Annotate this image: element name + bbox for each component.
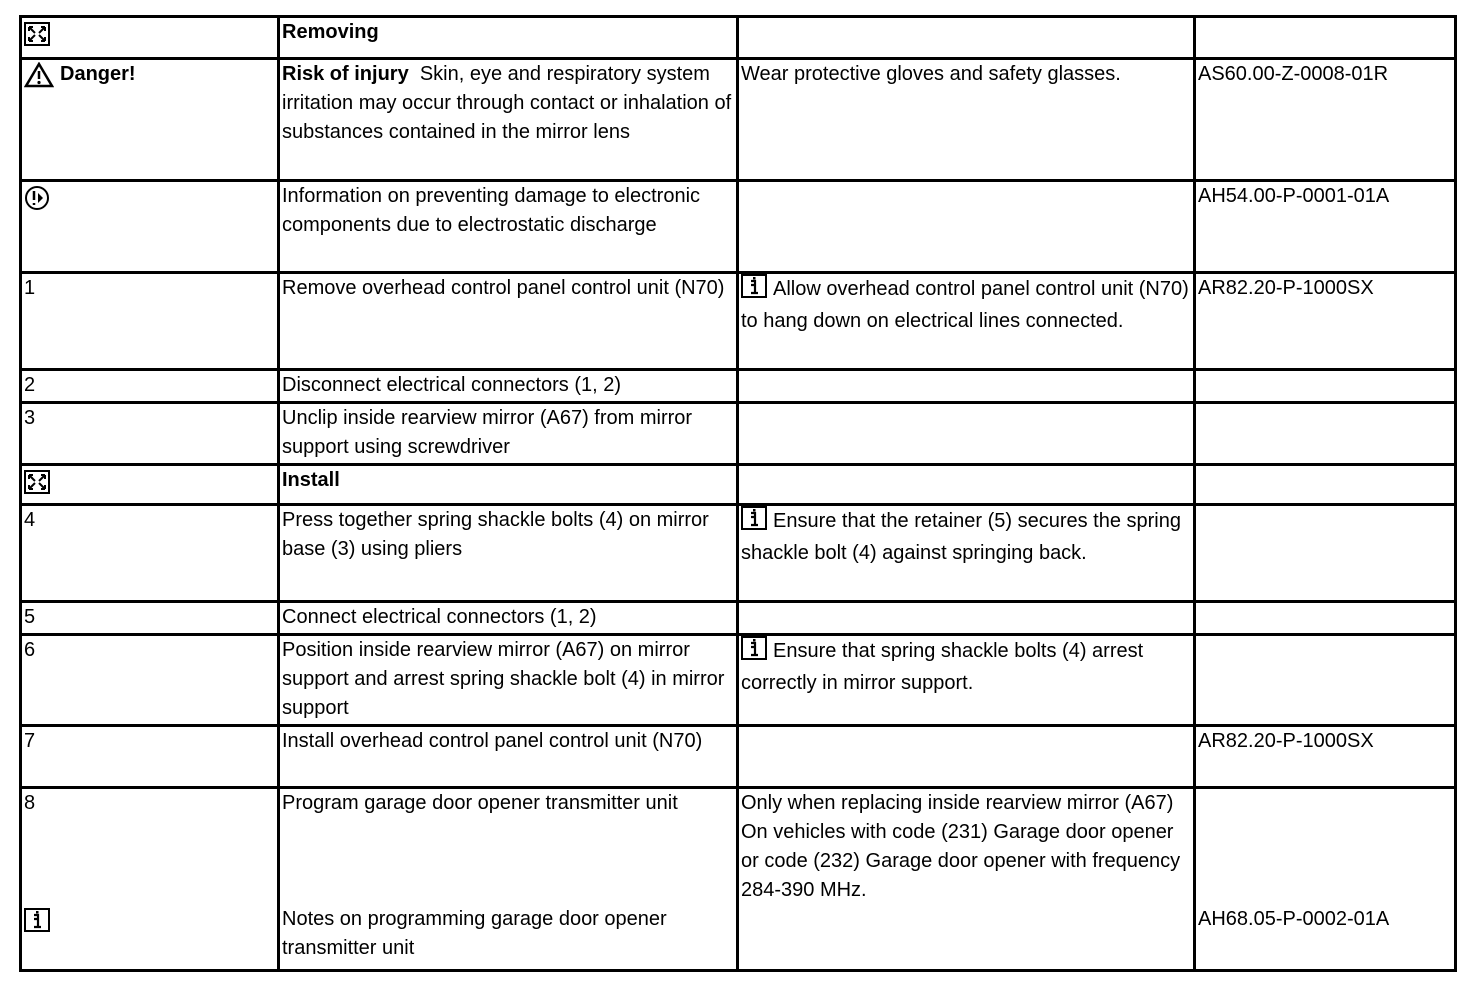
reference-link[interactable]: AH54.00-P-0001-01A xyxy=(1195,181,1456,273)
table-row xyxy=(21,273,1456,370)
step-number: 7 xyxy=(21,726,279,788)
risk-lead: Risk of injury xyxy=(282,63,409,85)
action-cell xyxy=(279,59,738,181)
info-icon xyxy=(24,908,50,932)
expand-arrows-icon xyxy=(24,22,50,46)
reference-cell xyxy=(1195,403,1456,465)
action-cell: Press together spring shackle bolts (4) on mirror base (3) using pliers xyxy=(279,505,738,602)
note-cell xyxy=(738,505,1195,602)
step-cell xyxy=(21,17,279,59)
step-number: 3 xyxy=(21,403,279,465)
action-cell: Unclip inside rearview mirror (A67) from mirror support using screwdriver xyxy=(279,403,738,465)
reference-cell xyxy=(1195,505,1456,602)
procedure-table xyxy=(19,15,1457,972)
reference-cell xyxy=(1195,17,1456,59)
table-row xyxy=(21,370,1456,403)
note-cell xyxy=(738,465,1195,505)
info-icon xyxy=(741,636,767,669)
table-row xyxy=(21,181,1456,273)
note-cell: Only when replacing inside rearview mirror (A67) On vehicles with code (231) Garage door opener or code (232) Garage door opener with frequency 284-390 MHz. xyxy=(738,788,1195,971)
note-cell xyxy=(738,635,1195,726)
table-row xyxy=(21,59,1456,181)
note-cell: Wear protective gloves and safety glasses. xyxy=(738,59,1195,181)
reference-cell xyxy=(1195,465,1456,505)
section-heading: Removing xyxy=(279,17,738,59)
table-row xyxy=(21,726,1456,788)
table-row xyxy=(21,635,1456,726)
note-text: Ensure that spring shackle bolts (4) arrest correctly in mirror support. xyxy=(741,640,1144,694)
note-cell xyxy=(738,370,1195,403)
note-cell xyxy=(738,17,1195,59)
info-icon xyxy=(741,274,767,307)
reference-link[interactable]: AH68.05-P-0002-01A xyxy=(1198,908,1390,930)
reference-cell xyxy=(1195,602,1456,635)
action-cell: Position inside rearview mirror (A67) on mirror support and arrest spring shackle bolt (4) in mirror support xyxy=(279,635,738,726)
reference-cell xyxy=(1195,635,1456,726)
reference-text xyxy=(1198,789,1450,818)
reference-cell xyxy=(1195,788,1456,971)
action-cell: Information on preventing damage to electronic components due to electrostatic discharge xyxy=(279,181,738,273)
step-number: 8 xyxy=(24,792,36,814)
action-cell: Remove overhead control panel control unit (N70) xyxy=(279,273,738,370)
table-row xyxy=(21,17,1456,59)
note-cell xyxy=(738,726,1195,788)
step-cell xyxy=(21,465,279,505)
action-cell: Disconnect electrical connectors (1, 2) xyxy=(279,370,738,403)
table-row xyxy=(21,465,1456,505)
table-row xyxy=(21,403,1456,465)
note-text: Ensure that the retainer (5) secures the spring shackle bolt (4) against springing back. xyxy=(741,510,1181,564)
step-number: 1 xyxy=(21,273,279,370)
procedure-sheet xyxy=(19,15,1457,972)
note-cell xyxy=(738,273,1195,370)
reference-link[interactable]: AR82.20-P-1000SX xyxy=(1195,273,1456,370)
table-row xyxy=(21,788,1456,971)
action-cell: Install overhead control panel control unit (N70) xyxy=(279,726,738,788)
esd-warning-icon xyxy=(24,185,50,211)
info-icon xyxy=(741,506,767,539)
note-cell xyxy=(738,403,1195,465)
step-cell xyxy=(21,181,279,273)
sub-action-text: Notes on programming garage door opener transmitter unit xyxy=(282,908,667,959)
step-number: 5 xyxy=(21,602,279,635)
action-cell xyxy=(279,788,738,971)
risk-text: Skin, eye and respiratory system irritation may occur through contact or inhalation of substances contained in the mirror lens xyxy=(282,63,732,143)
step-number: 2 xyxy=(21,370,279,403)
warning-triangle-icon xyxy=(24,62,54,88)
step-cell xyxy=(21,59,279,181)
action-cell: Connect electrical connectors (1, 2) xyxy=(279,602,738,635)
step-cell xyxy=(21,788,279,971)
section-heading: Install xyxy=(279,465,738,505)
reference-link[interactable]: AS60.00-Z-0008-01R xyxy=(1195,59,1456,181)
expand-arrows-icon xyxy=(24,470,50,494)
table-row xyxy=(21,602,1456,635)
action-text: Program garage door opener transmitter unit xyxy=(282,792,678,814)
table-row xyxy=(21,505,1456,602)
danger-label: Danger! xyxy=(60,63,136,85)
note-cell xyxy=(738,602,1195,635)
step-number: 4 xyxy=(21,505,279,602)
step-number: 6 xyxy=(21,635,279,726)
note-text: Allow overhead control panel control unit (N70) to hang down on electrical lines connected. xyxy=(741,278,1189,332)
reference-cell xyxy=(1195,370,1456,403)
note-cell xyxy=(738,181,1195,273)
reference-link[interactable]: AR82.20-P-1000SX xyxy=(1195,726,1456,788)
